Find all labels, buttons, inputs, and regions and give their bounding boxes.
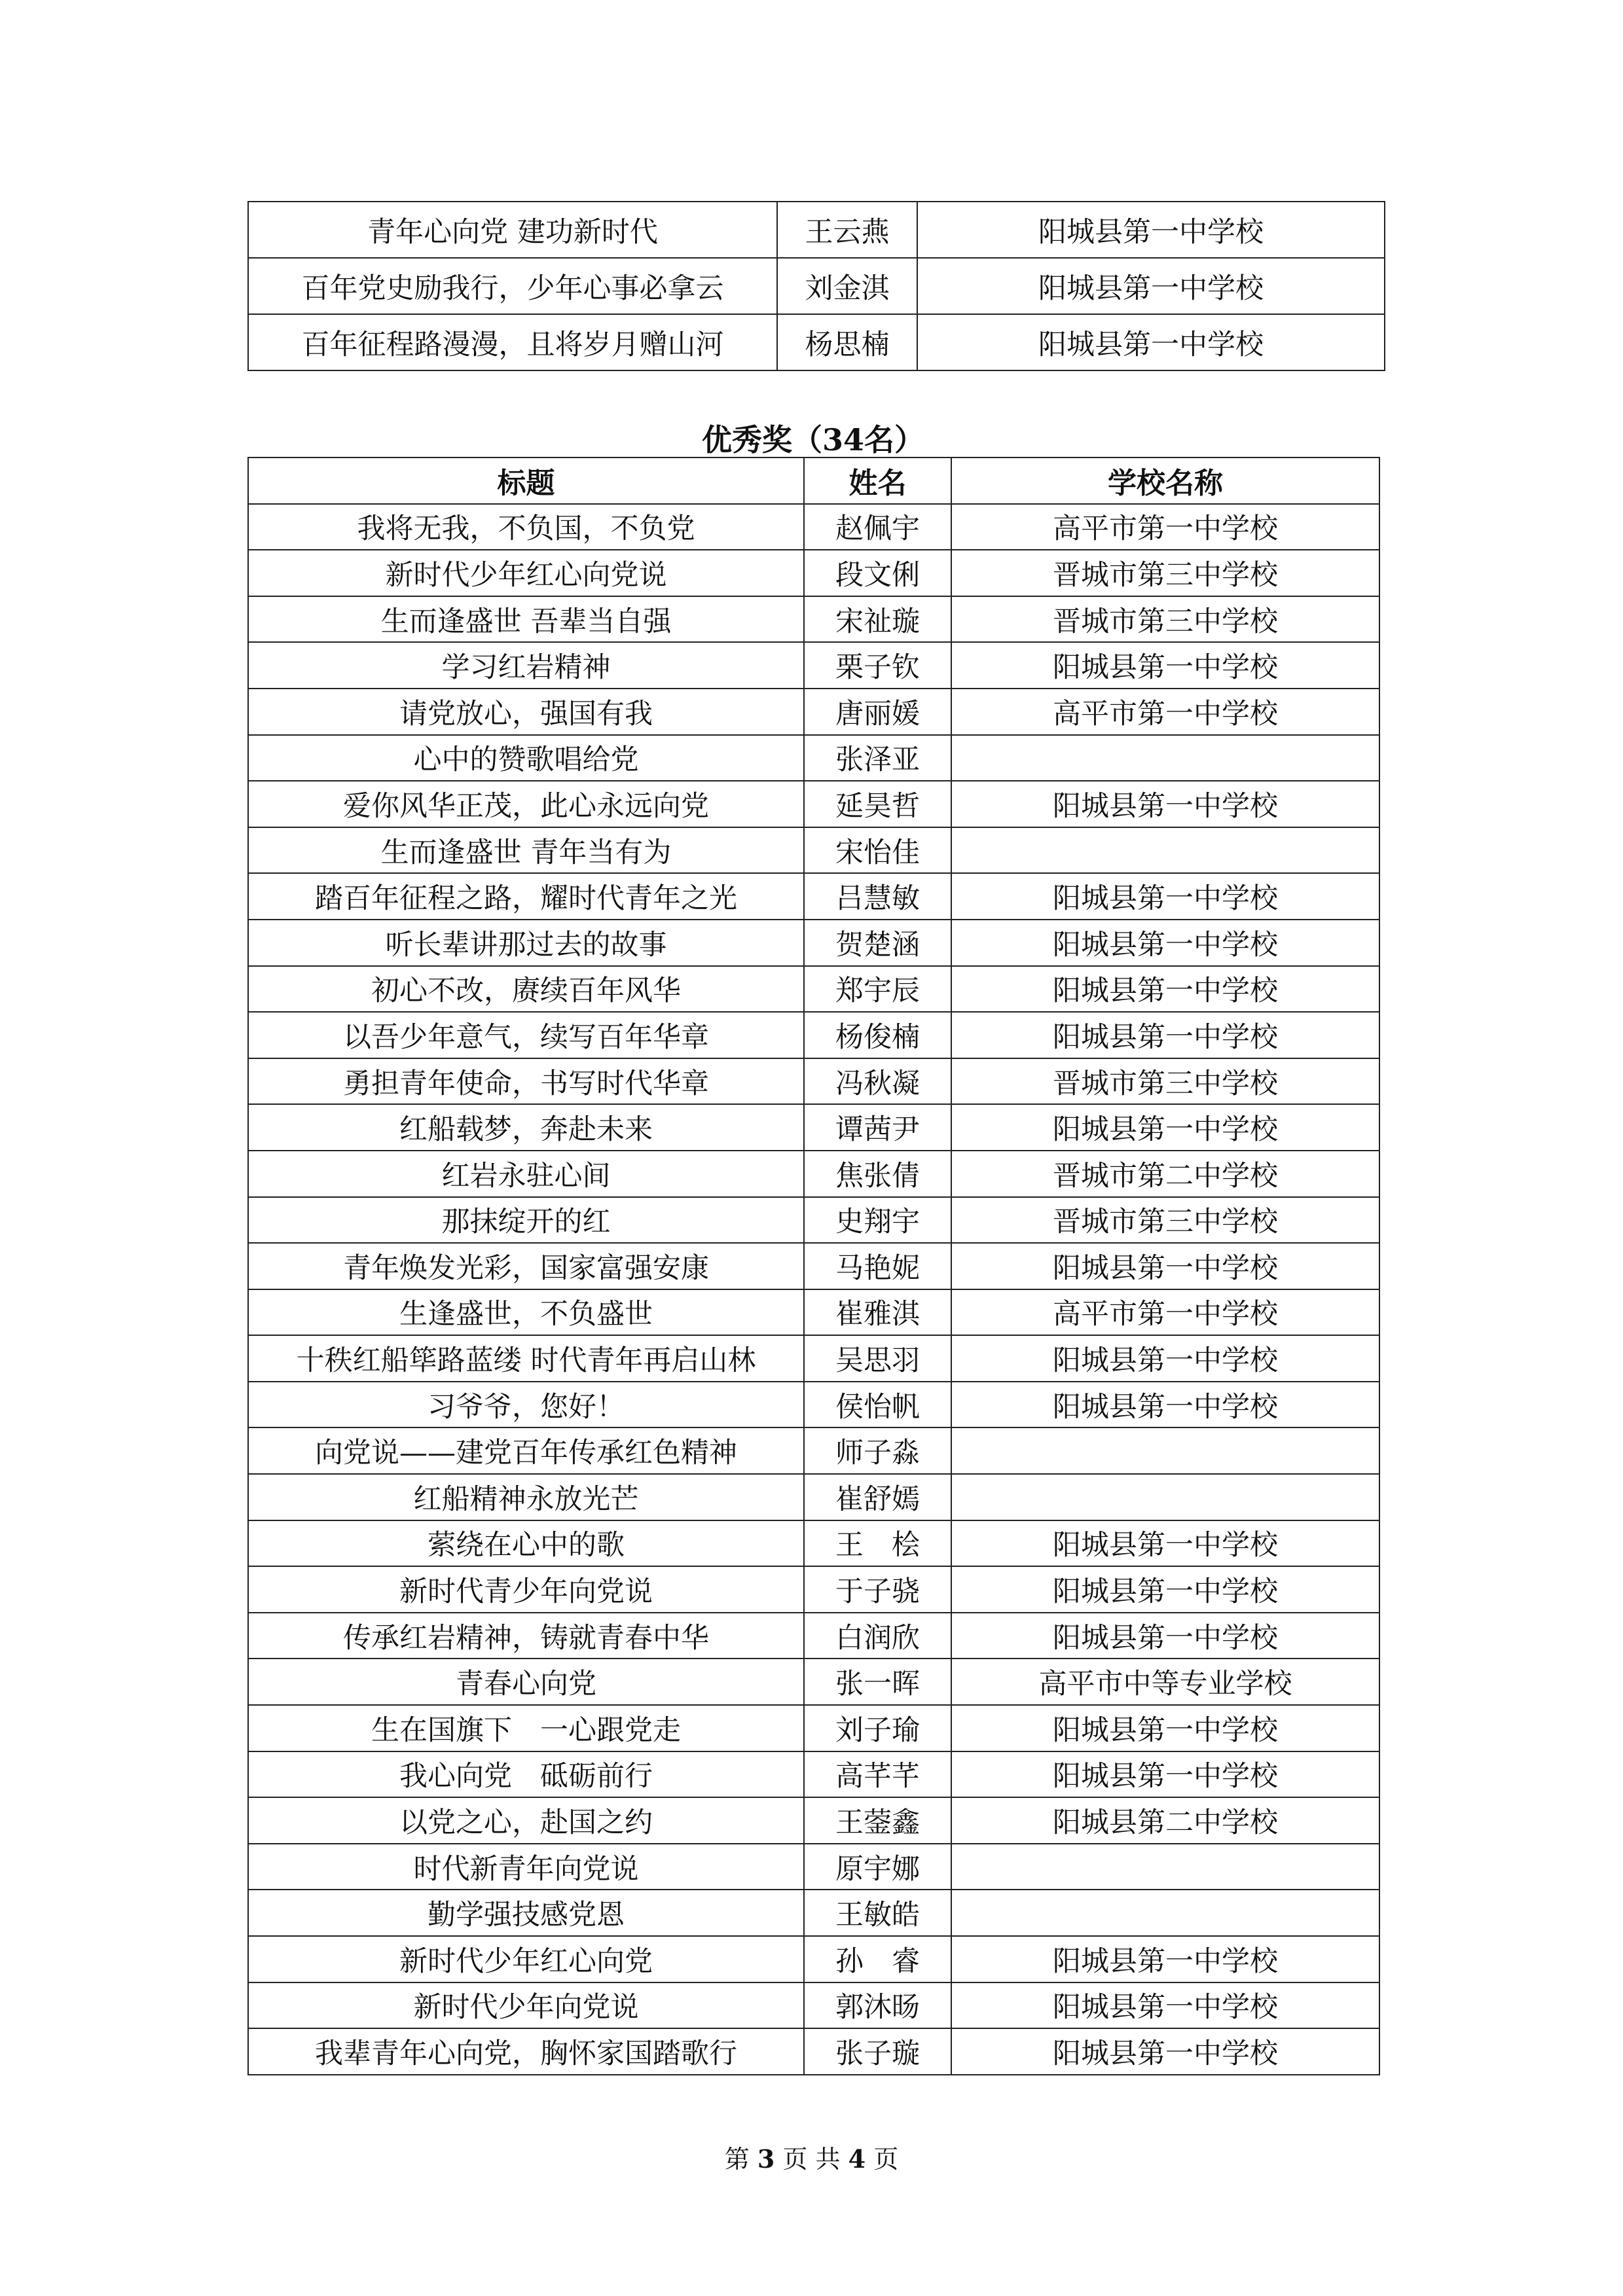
table-row [248, 550, 1379, 596]
cell-title: 勇担青年使命，书写时代华章 [248, 1058, 804, 1105]
cell-school: 阳城县第一中学校 [951, 2028, 1379, 2075]
cell-name: 冯秋凝 [804, 1058, 951, 1105]
footer-page-number: 3 [757, 2144, 775, 2174]
table-row [248, 1382, 1379, 1428]
cell-title: 生逢盛世，不负盛世 [248, 1289, 804, 1336]
cell-name: 刘金淇 [777, 258, 917, 314]
cell-name: 杨思楠 [777, 314, 917, 370]
table-row [248, 504, 1379, 550]
cell-title: 以党之心，赴国之约 [248, 1797, 804, 1844]
cell-school: 晋城市第二中学校 [951, 1151, 1379, 1197]
cell-school: 阳城县第一中学校 [951, 1982, 1379, 2029]
cell-school: 高平市中等专业学校 [951, 1659, 1379, 1705]
cell-name: 吴思羽 [804, 1335, 951, 1382]
cell-name: 侯怡帆 [804, 1382, 951, 1428]
cell-title: 红岩永驻心间 [248, 1151, 804, 1197]
cell-title: 新时代少年向党说 [248, 1982, 804, 2029]
cell-title: 十秩红船筚路蓝缕 时代青年再启山林 [248, 1335, 804, 1382]
table-row [248, 781, 1379, 827]
cell-name: 高芊芊 [804, 1751, 951, 1798]
prior-award-table-body [248, 202, 1385, 370]
cell-title: 传承红岩精神，铸就青春中华 [248, 1613, 804, 1659]
header-school: 学校名称 [951, 457, 1379, 504]
cell-title: 习爷爷，您好！ [248, 1382, 804, 1428]
cell-name: 杨俊楠 [804, 1012, 951, 1058]
table-row [248, 2028, 1379, 2075]
cell-title: 学习红岩精神 [248, 642, 804, 689]
table-row [248, 1982, 1379, 2029]
table-row [248, 202, 1385, 258]
table-row [248, 596, 1379, 643]
table-row [248, 689, 1379, 735]
cell-title: 听长辈讲那过去的故事 [248, 920, 804, 966]
cell-school: 阳城县第一中学校 [951, 1936, 1379, 1982]
cell-title: 心中的赞歌唱给党 [248, 735, 804, 781]
header-name: 姓名 [804, 457, 951, 504]
cell-title: 新时代少年红心向党说 [248, 550, 804, 596]
table-row [248, 1797, 1379, 1844]
cell-name: 郑宇辰 [804, 966, 951, 1013]
cell-title: 百年征程路漫漫，且将岁月赠山河 [248, 314, 777, 370]
cell-school: 高平市第一中学校 [951, 689, 1379, 735]
table-row [248, 1197, 1379, 1244]
cell-name: 宋怡佳 [804, 827, 951, 874]
footer-suffix: 页 [873, 2145, 899, 2174]
cell-school: 阳城县第一中学校 [951, 1243, 1379, 1289]
cell-school: 阳城县第一中学校 [951, 1705, 1379, 1751]
page-footer [0, 2139, 1623, 2175]
cell-school: 晋城市第三中学校 [951, 596, 1379, 643]
cell-name: 王敏皓 [804, 1890, 951, 1936]
table-row [248, 1613, 1379, 1659]
table-row [248, 1427, 1379, 1474]
table-row [248, 1705, 1379, 1751]
table-row [248, 1151, 1379, 1197]
excellence-award-table-body [248, 504, 1379, 2075]
footer-middle: 页 共 [782, 2145, 841, 2174]
table-row [248, 1058, 1379, 1105]
cell-name: 崔雅淇 [804, 1289, 951, 1336]
cell-title: 初心不改，赓续百年风华 [248, 966, 804, 1013]
cell-title: 爱你风华正茂，此心永远向党 [248, 781, 804, 827]
cell-name: 张一晖 [804, 1659, 951, 1705]
table-row [248, 1104, 1379, 1151]
cell-name: 王 桧 [804, 1520, 951, 1567]
award-heading: 优秀奖（34名） [701, 422, 924, 457]
cell-school: 晋城市第三中学校 [951, 550, 1379, 596]
table-row [248, 1474, 1379, 1520]
cell-school: 高平市第一中学校 [951, 504, 1379, 550]
cell-title: 红船精神永放光芒 [248, 1474, 804, 1520]
cell-title: 向党说——建党百年传承红色精神 [248, 1427, 804, 1474]
cell-name: 谭茜尹 [804, 1104, 951, 1151]
table-row [248, 1335, 1379, 1382]
cell-name: 张子璇 [804, 2028, 951, 2075]
cell-school [951, 1427, 1379, 1474]
cell-school: 阳城县第二中学校 [951, 1797, 1379, 1844]
cell-school: 阳城县第一中学校 [951, 1382, 1379, 1428]
cell-school: 阳城县第一中学校 [951, 1613, 1379, 1659]
cell-title: 生在国旗下 一心跟党走 [248, 1705, 804, 1751]
cell-name: 师子淼 [804, 1427, 951, 1474]
cell-name: 郭沐旸 [804, 1982, 951, 2029]
cell-title: 时代新青年向党说 [248, 1844, 804, 1890]
cell-school: 阳城县第一中学校 [917, 258, 1385, 314]
cell-name: 史翔宇 [804, 1197, 951, 1244]
cell-title: 青春心向党 [248, 1659, 804, 1705]
cell-name: 王蓥鑫 [804, 1797, 951, 1844]
footer-total-pages: 4 [848, 2144, 866, 2174]
cell-name: 栗子钦 [804, 642, 951, 689]
cell-name: 赵佩宇 [804, 504, 951, 550]
table-row [248, 1936, 1379, 1982]
cell-school: 阳城县第一中学校 [917, 202, 1385, 258]
cell-school: 阳城县第一中学校 [951, 781, 1379, 827]
cell-name: 于子骁 [804, 1566, 951, 1613]
cell-school: 阳城县第一中学校 [951, 1104, 1379, 1151]
cell-title: 红船载梦，奔赴未来 [248, 1104, 804, 1151]
cell-name: 贺楚涵 [804, 920, 951, 966]
table-row [248, 735, 1379, 781]
table-row [248, 1012, 1379, 1058]
cell-title: 萦绕在心中的歌 [248, 1520, 804, 1567]
table-row [248, 1890, 1379, 1936]
cell-school: 晋城市第三中学校 [951, 1197, 1379, 1244]
cell-title: 新时代少年红心向党 [248, 1936, 804, 1982]
table-row [248, 1566, 1379, 1613]
cell-name: 刘子瑜 [804, 1705, 951, 1751]
cell-title: 我辈青年心向党，胸怀家国踏歌行 [248, 2028, 804, 2075]
cell-school [951, 827, 1379, 874]
cell-school: 阳城县第一中学校 [951, 1566, 1379, 1613]
cell-school [951, 1890, 1379, 1936]
table-row [248, 966, 1379, 1013]
cell-name: 原宇娜 [804, 1844, 951, 1890]
cell-name: 延昊哲 [804, 781, 951, 827]
table-row [248, 1844, 1379, 1890]
cell-title: 我心向党 砥砺前行 [248, 1751, 804, 1798]
cell-name: 马艳妮 [804, 1243, 951, 1289]
cell-school: 阳城县第一中学校 [951, 1335, 1379, 1382]
cell-school: 高平市第一中学校 [951, 1289, 1379, 1336]
cell-name: 宋祉璇 [804, 596, 951, 643]
footer-prefix: 第 [724, 2145, 750, 2174]
cell-school: 阳城县第一中学校 [951, 920, 1379, 966]
cell-school [951, 1474, 1379, 1520]
table-row [248, 1659, 1379, 1705]
cell-name: 王云燕 [777, 202, 917, 258]
cell-title: 生而逢盛世 青年当有为 [248, 827, 804, 874]
table-row [248, 258, 1385, 314]
cell-name: 孙 睿 [804, 1936, 951, 1982]
cell-title: 生而逢盛世 吾辈当自强 [248, 596, 804, 643]
table-row [248, 1289, 1379, 1336]
table-row [248, 314, 1385, 370]
cell-title: 勤学强技感党恩 [248, 1890, 804, 1936]
cell-title: 踏百年征程之路，耀时代青年之光 [248, 873, 804, 920]
table-row [248, 920, 1379, 966]
cell-title: 百年党史励我行，少年心事必拿云 [248, 258, 777, 314]
table-header-row [248, 457, 1379, 504]
cell-school: 阳城县第一中学校 [951, 966, 1379, 1013]
cell-title: 青年焕发光彩，国家富强安康 [248, 1243, 804, 1289]
cell-name: 白润欣 [804, 1613, 951, 1659]
table-row [248, 873, 1379, 920]
cell-title: 请党放心，强国有我 [248, 689, 804, 735]
header-title: 标题 [248, 457, 804, 504]
cell-title: 新时代青少年向党说 [248, 1566, 804, 1613]
table-row [248, 827, 1379, 874]
cell-name: 唐丽媛 [804, 689, 951, 735]
excellence-award-table [247, 457, 1380, 2075]
cell-school: 阳城县第一中学校 [951, 1520, 1379, 1567]
cell-title: 青年心向党 建功新时代 [248, 202, 777, 258]
prior-award-table [247, 201, 1385, 371]
cell-school: 阳城县第一中学校 [951, 642, 1379, 689]
table-row [248, 1751, 1379, 1798]
cell-title: 以吾少年意气，续写百年华章 [248, 1012, 804, 1058]
table-row [248, 1243, 1379, 1289]
cell-school: 阳城县第一中学校 [951, 873, 1379, 920]
cell-title: 那抹绽开的红 [248, 1197, 804, 1244]
table-row [248, 642, 1379, 689]
cell-school: 阳城县第一中学校 [951, 1751, 1379, 1798]
cell-school [951, 735, 1379, 781]
cell-name: 吕慧敏 [804, 873, 951, 920]
cell-school: 阳城县第一中学校 [951, 1012, 1379, 1058]
cell-name: 张泽亚 [804, 735, 951, 781]
cell-title: 我将无我，不负国，不负党 [248, 504, 804, 550]
table-row [248, 1520, 1379, 1567]
cell-school [951, 1844, 1379, 1890]
cell-name: 段文俐 [804, 550, 951, 596]
cell-name: 焦张倩 [804, 1151, 951, 1197]
cell-school: 阳城县第一中学校 [917, 314, 1385, 370]
cell-name: 崔舒嫣 [804, 1474, 951, 1520]
cell-school: 晋城市第三中学校 [951, 1058, 1379, 1105]
